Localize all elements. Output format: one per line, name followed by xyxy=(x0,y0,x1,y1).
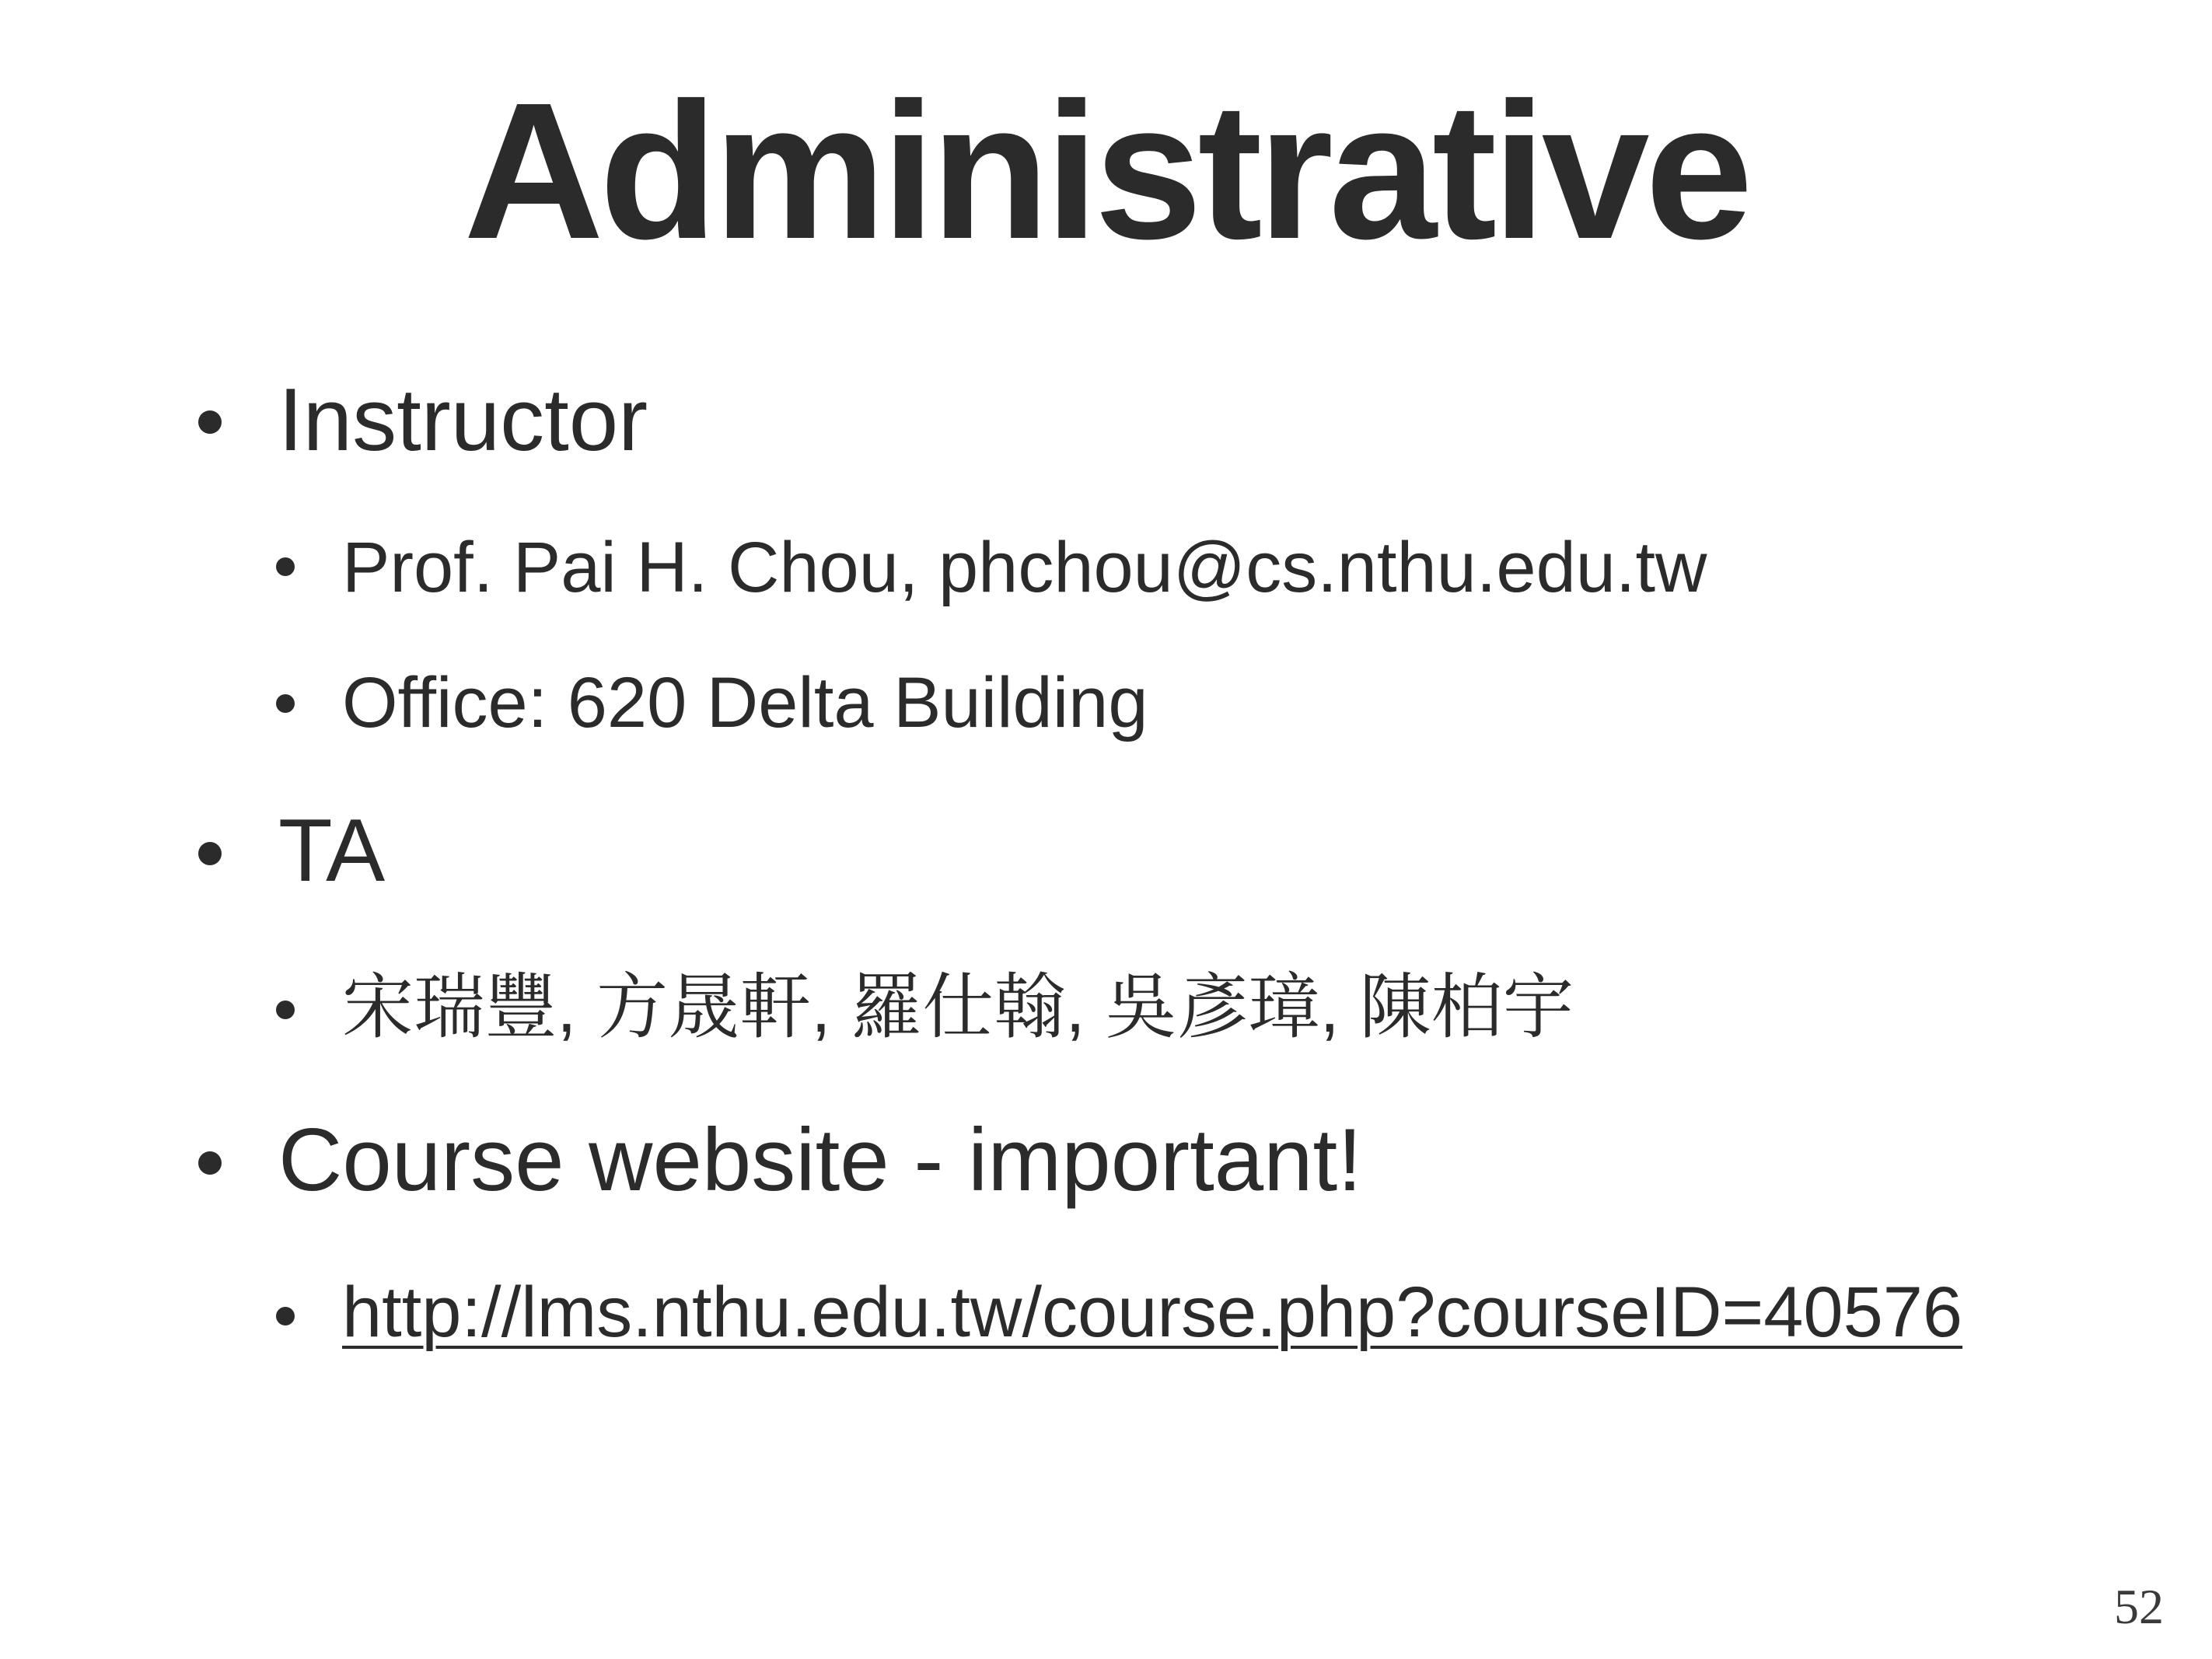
bullet-icon xyxy=(276,1001,295,1019)
course-website-link[interactable]: http://lms.nthu.edu.tw/course.php?courseID=40576 xyxy=(342,1273,1963,1352)
slide-title: Administrative xyxy=(463,62,1749,279)
bullet-instructor: Instructor xyxy=(278,371,648,470)
page-number: 52 xyxy=(2114,1579,2164,1634)
bullet-course-website: Course website - important! xyxy=(278,1111,1362,1210)
bullet-icon xyxy=(198,1151,222,1175)
instructor-name-email: Prof. Pai H. Chou, phchou@cs.nthu.edu.tw xyxy=(342,528,1707,607)
bullet-icon xyxy=(198,410,222,434)
instructor-office: Office: 620 Delta Building xyxy=(342,663,1148,742)
bullet-icon xyxy=(276,694,295,713)
ta-names: 宋瑞豐, 方晟軒, 羅仕翰, 吳彥璋, 陳柏宇 xyxy=(342,968,1574,1047)
bullet-icon xyxy=(276,557,295,576)
bullet-ta: TA xyxy=(278,802,386,900)
bullet-icon xyxy=(276,1307,295,1325)
bullet-icon xyxy=(198,842,222,865)
